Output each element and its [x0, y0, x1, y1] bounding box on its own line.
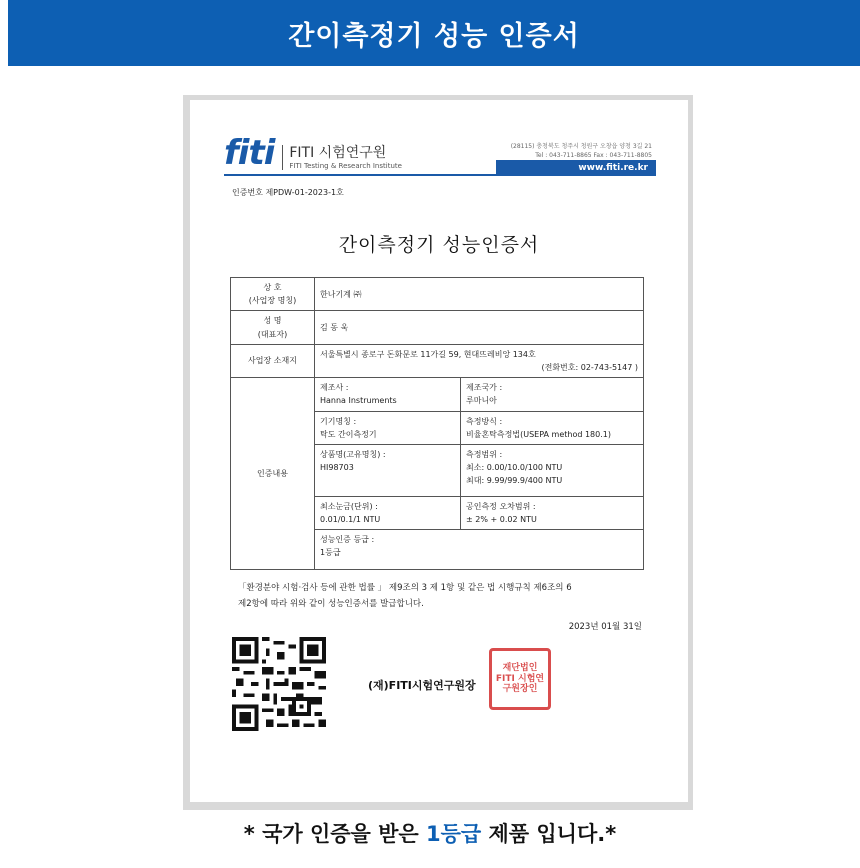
manufacturer-cell: [315, 378, 461, 411]
logo-name-en: FITI Testing & Research Institute: [289, 161, 402, 170]
grade-value: 1등급: [320, 548, 341, 558]
grade-label: 성능인증 등급 :: [320, 535, 375, 545]
banner-title: 간이측정기 성능 인증서: [288, 20, 580, 52]
method-label: 측정방식 :: [466, 416, 503, 426]
method-cell: [461, 411, 644, 444]
signatory-name: (재)FITI시험연구원장: [368, 679, 476, 692]
official-seal-icon: [489, 648, 551, 710]
phone-value: (전화번호: 02-743-5147 ): [541, 362, 638, 372]
header-rule: [224, 174, 496, 176]
certificate-document: [190, 100, 688, 802]
range-max: 최대: 9.99/99.9/400 NTU: [466, 476, 563, 486]
manufacturer-value: Hanna Instruments: [320, 396, 397, 406]
table-row: [231, 278, 644, 311]
country-label: 제조국가 :: [466, 383, 503, 393]
device-value: 탁도 간이측정기: [320, 429, 377, 439]
representative-label: [231, 311, 315, 344]
address-block: [511, 142, 652, 160]
footer-caption: [0, 818, 860, 848]
grade-cell: [315, 530, 644, 570]
table-row: [231, 344, 644, 377]
footer-prefix: * 국가 인증을 받은: [243, 822, 427, 846]
table-row: [231, 311, 644, 344]
logo-name-ko: FITI 시험연구원: [289, 144, 387, 161]
rep-label-line1: 성 명: [263, 316, 282, 326]
company-label: [231, 278, 315, 311]
location-label: 사업장 소재지: [231, 344, 315, 377]
content-label: 인증내용: [231, 378, 315, 570]
location-cell: [315, 344, 644, 377]
qr-code-icon: [232, 637, 326, 731]
website-bar: www.fiti.re.kr: [496, 160, 656, 176]
resolution-cell: [315, 496, 461, 529]
error-value: ± 2% + 0.02 NTU: [466, 515, 537, 525]
rep-label-line2: (대표자): [257, 329, 288, 339]
address-line: (28115) 충청북도 청주시 청원구 오창읍 양청 3길 21: [510, 143, 652, 150]
manufacturer-label: 제조사 :: [320, 383, 349, 393]
certificate-number: 인증번호 제PDW-01-2023-1호: [232, 188, 344, 197]
range-cell: [461, 444, 644, 496]
company-value: 한나기계 ㈜: [315, 278, 644, 311]
device-cell: [315, 411, 461, 444]
device-label: 기기명칭 :: [320, 416, 357, 426]
method-value: 비율혼탁측정법(USEPA method 180.1): [466, 429, 611, 439]
product-label: 상품명(고유명칭) :: [320, 449, 386, 459]
product-value: HI98703: [320, 463, 354, 473]
fiti-logo: [224, 133, 402, 173]
resolution-label: 최소눈금(단위) :: [320, 501, 378, 511]
footer-suffix: 제품 입니다.*: [481, 822, 617, 846]
logo-text: [282, 145, 402, 170]
product-cell: [315, 444, 461, 496]
company-label-line2: (사업장 명칭): [248, 296, 297, 306]
country-cell: [461, 378, 644, 411]
certificate-table: [230, 277, 644, 570]
company-label-line1: 상 호: [263, 283, 282, 292]
footer-highlight: 1등급: [426, 822, 482, 846]
logo-mark: fiti: [224, 133, 275, 173]
representative-value: 김 동 욱: [315, 311, 644, 344]
table-row: [231, 378, 644, 411]
note-line-1: 「환경분야 시험·검사 등에 관한 법률 」 제9조의 3 제 1항 및 같은 법 시행규칙 제6조의 6: [238, 583, 572, 593]
legal-note: [238, 580, 648, 612]
range-label: 측정범위 :: [466, 449, 503, 459]
header-banner: [8, 0, 860, 66]
seal-text: 재단법인 FITI 시험연구원장인: [495, 662, 545, 695]
resolution-value: 0.01/0.1/1 NTU: [320, 515, 381, 525]
range-min: 최소: 0.00/10.0/100 NTU: [466, 463, 563, 473]
note-line-2: 제2항에 따라 위와 같이 성능인증서를 발급합니다.: [238, 599, 424, 610]
location-value: 서울특별시 종로구 돈화문로 11가길 59, 현대뜨레비앙 134호: [320, 349, 536, 359]
document-title: 간이측정기 성능인증서: [338, 234, 540, 256]
issue-date: 2023년 01월 31일: [568, 622, 642, 632]
contact-line: Tel : 043-711-8865 Fax : 043-711-8805: [535, 152, 652, 159]
error-cell: [461, 496, 644, 529]
error-label: 공인측정 오차범위 :: [466, 501, 536, 511]
country-value: 루마니아: [466, 396, 497, 406]
